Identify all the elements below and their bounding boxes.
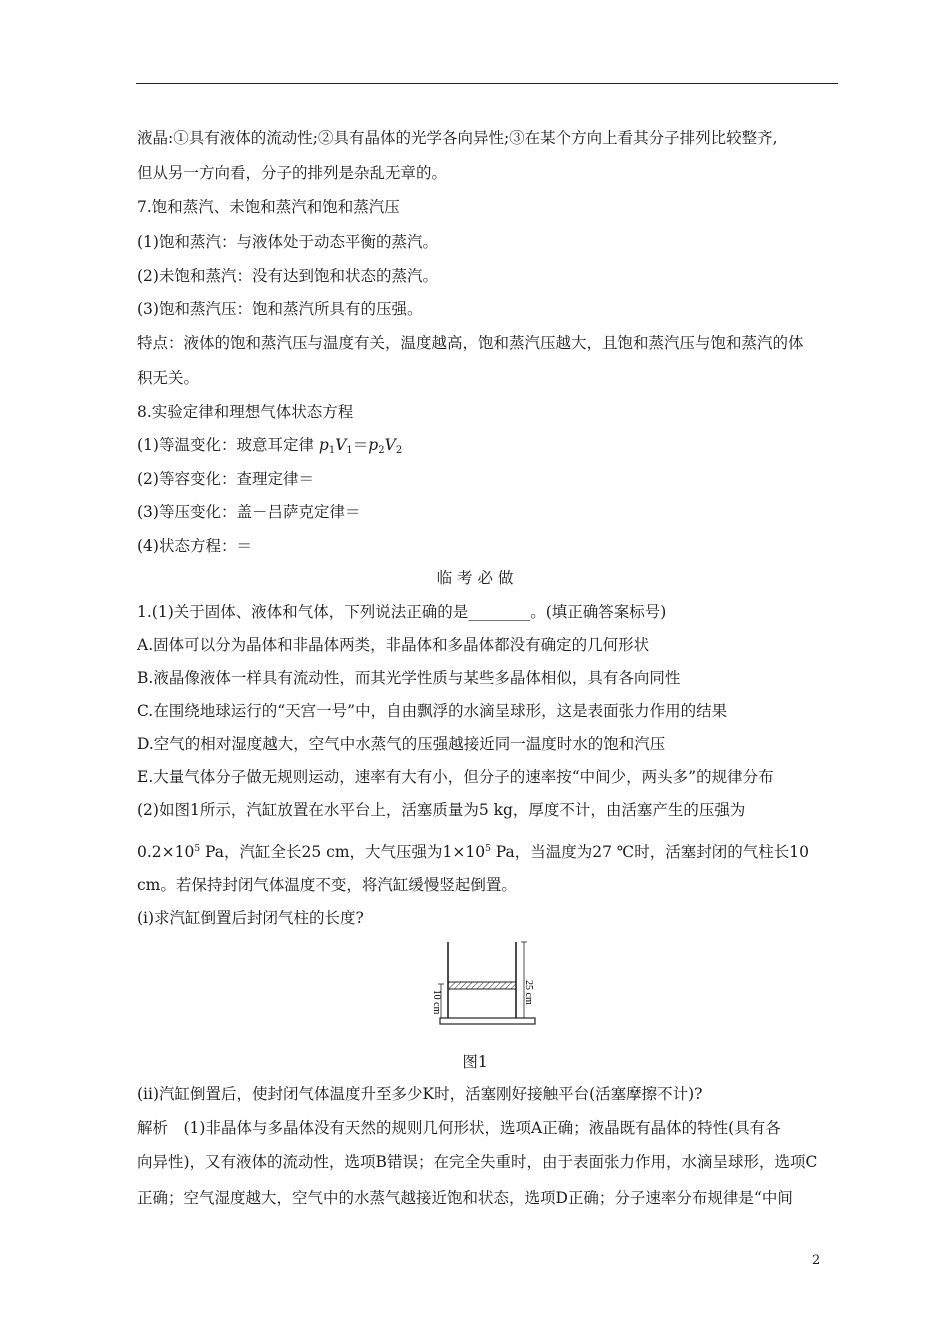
option-b: B.液晶像液体一样具有流动性，而其光学性质与某些多晶体相似，具有各向同性 bbox=[137, 669, 681, 687]
platform bbox=[440, 1018, 535, 1024]
heading-7: 7.饱和蒸汽、未饱和蒸汽和饱和蒸汽压 bbox=[137, 198, 400, 216]
solution-line: 解析 (1)非晶体与多晶体没有天然的规则几何形状，选项A正确；液晶既有晶体的特性(具有各 bbox=[137, 1119, 781, 1137]
cylinder-figure bbox=[420, 938, 540, 1030]
law-state-equation: (4)状态方程：＝ bbox=[137, 537, 252, 555]
solution-line: 正确；空气湿度越大，空气中的水蒸气越接近饱和状态，选项D正确；分子速率分布规律是“中间 bbox=[137, 1189, 793, 1207]
question-part-2-line: $0.2\times 10^5$ Pa，汽缸全长25 cm，大气压强为$1\times 10^5$ Pa，当温度为27 ℃时，活塞封闭的气柱长10 bbox=[137, 843, 809, 861]
text-line: 积无关。 bbox=[137, 369, 200, 387]
sub-question-ii: (ⅱ)汽缸倒置后，使封闭气体温度升至多少K时，活塞刚好接触平台(活塞摩擦不计)? bbox=[137, 1085, 703, 1103]
header-rule bbox=[136, 83, 838, 84]
law-boyle: (1)等温变化：玻意耳定律 $p_1V_1=p_2V_2$ bbox=[137, 436, 403, 456]
label-10cm: 10 cm bbox=[431, 989, 442, 1015]
question-part-2-line: cm。若保持封闭气体温度不变，将汽缸缓慢竖起倒置。 bbox=[137, 876, 517, 894]
text-line: 液晶:①具有液体的流动性;②具有晶体的光学各向异性;③在某个方向上看其分子排列比较整齐, bbox=[137, 129, 778, 147]
heading-8: 8.实验定律和理想气体状态方程 bbox=[137, 403, 354, 421]
text-line: (2)未饱和蒸汽：没有达到饱和状态的蒸汽。 bbox=[137, 267, 438, 285]
text-line: (3)饱和蒸汽压：饱和蒸汽所具有的压强。 bbox=[137, 300, 423, 318]
option-a: A.固体可以分为晶体和非晶体两类，非晶体和多晶体都没有确定的几何形状 bbox=[137, 636, 650, 654]
law-charles: (2)等容变化：查理定律＝ bbox=[137, 470, 314, 488]
text-line: (1)饱和蒸汽：与液体处于动态平衡的蒸汽。 bbox=[137, 233, 438, 251]
option-d: D.空气的相对湿度越大，空气中水蒸气的压强越接近同一温度时水的饱和汽压 bbox=[137, 735, 666, 753]
question-stem: 1.(1)关于固体、液体和气体，下列说法正确的是________。(填正确答案标号) bbox=[137, 603, 667, 621]
law-gay-lussac: (3)等压变化：盖－吕萨克定律＝ bbox=[137, 503, 361, 521]
option-c: C.在围绕地球运行的“天宫一号”中，自由飘浮的水滴呈球形，这是表面张力作用的结果 bbox=[137, 702, 728, 720]
piston bbox=[448, 982, 516, 989]
solution-line: 向异性)，又有液体的流动性，选项B错误；在完全失重时，由于表面张力作用，水滴呈球形，选项C bbox=[137, 1153, 818, 1171]
option-e: E.大量气体分子做无规则运动，速率有大有小，但分子的速率按“中间少，两头多”的规律分布 bbox=[137, 768, 774, 786]
label-25cm: 25 cm bbox=[523, 980, 534, 1005]
question-part-2: (2)如图1所示，汽缸放置在水平台上，活塞质量为5 kg，厚度不计，由活塞产生的压强为 bbox=[137, 801, 746, 819]
section-title: 临 考 必 做 bbox=[436, 569, 514, 587]
text-line: 特点：液体的饱和蒸汽压与温度有关，温度越高，饱和蒸汽压越大，且饱和蒸汽压与饱和蒸汽的体 bbox=[137, 334, 804, 352]
sub-question-i: (ⅰ)求汽缸倒置后封闭气柱的长度? bbox=[137, 909, 364, 927]
text-line: 但从另一方向看，分子的排列是杂乱无章的。 bbox=[137, 164, 448, 182]
page-number: 2 bbox=[812, 1253, 821, 1268]
figure-caption: 图1 bbox=[462, 1053, 488, 1071]
